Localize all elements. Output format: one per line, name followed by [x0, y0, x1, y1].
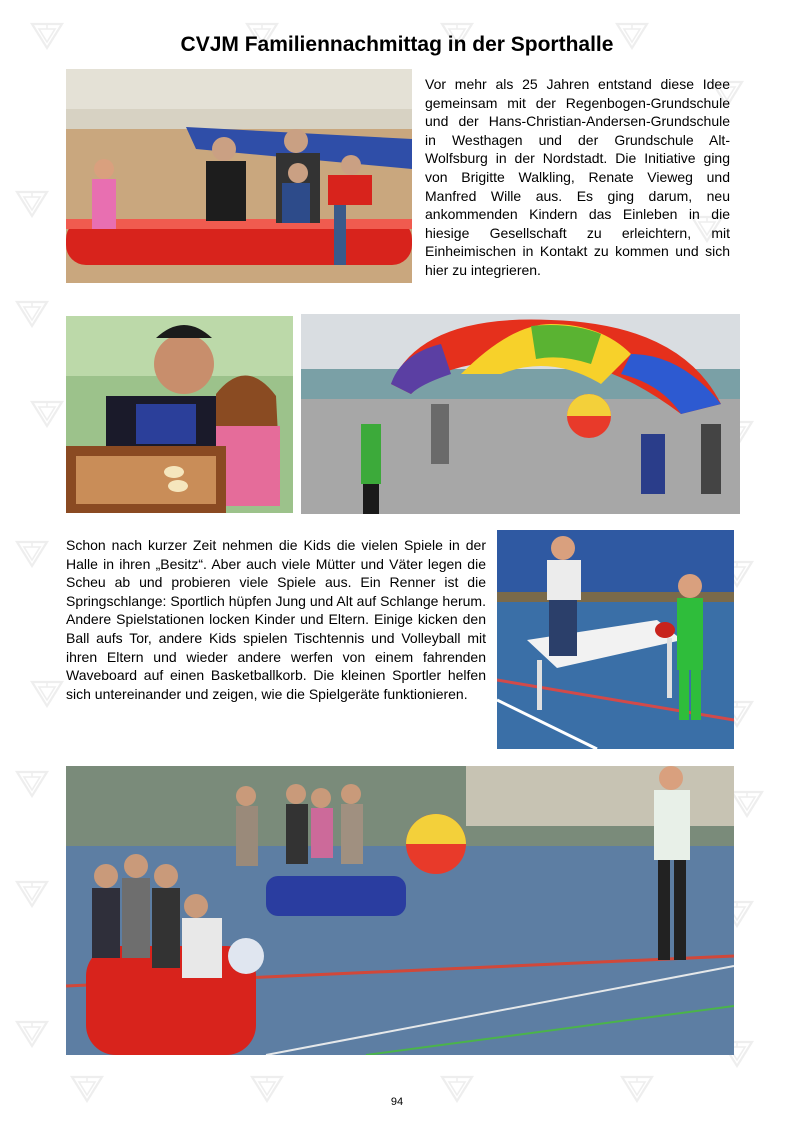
cvjm-triangle-logo-icon: [15, 300, 49, 328]
cvjm-triangle-logo-icon: [15, 540, 49, 568]
page-number: 94: [390, 1096, 404, 1108]
cvjm-triangle-logo-icon: [30, 680, 64, 708]
cvjm-triangle-logo-icon: [30, 400, 64, 428]
photo-table-tennis: [497, 530, 734, 749]
cvjm-triangle-logo-icon: [730, 790, 764, 818]
photo-group-hall: [66, 766, 734, 1055]
cvjm-triangle-logo-icon: [15, 190, 49, 218]
cvjm-triangle-logo-icon: [15, 1020, 49, 1048]
photo-parachute: [301, 314, 740, 514]
photo-board-game: [66, 316, 293, 513]
cvjm-triangle-logo-icon: [15, 770, 49, 798]
intro-paragraph: Vor mehr als 25 Jahren entstand diese Idee gemeinsam mit der Regenbogen-Grundschule und der Hans-Christian-Andersen-Grundschule in Westhagen und der Grundschule Alt-Wolfsburg in der Nordstadt. Die Initiative ging von Brigitte Walkling, Renate Vieweg und Manfred Wille aus. Es ging darum, neu ankommenden Kindern das Einleben in die hiesige Gesellschaft zu erleichtern, mit Einheimischen in Kontakt zu kommen und sich hier zu integrieren.: [425, 76, 730, 278]
photo-snake-ride: [66, 69, 412, 283]
activities-paragraph: Schon nach kurzer Zeit nehmen die Kids die vielen Spiele in der Halle in ihren „Besitz“. Aber auch viele Mütter und Väter legen die Scheu ab und probieren viele Spiele aus. Ein Renner ist die Springschlange: Sportlich hüpfen Jung und Alt auf Schlange herum. Andere Spielstationen locken Kinder und Eltern. Einige kicken den Ball aufs Tor, andere Kids spielen Tischtennis und Volleyball mit ihren Eltern und wieder andere werfen von einem fahrenden Waveboard auf einen Basketballkorb. Die kleinen Sportler helfen sich untereinander und zeigen, wie die Spielgeräte funktionieren.: [66, 537, 486, 702]
cvjm-triangle-logo-icon: [15, 880, 49, 908]
page-title: CVJM Familiennachmittag in der Sporthalle: [180, 33, 614, 56]
